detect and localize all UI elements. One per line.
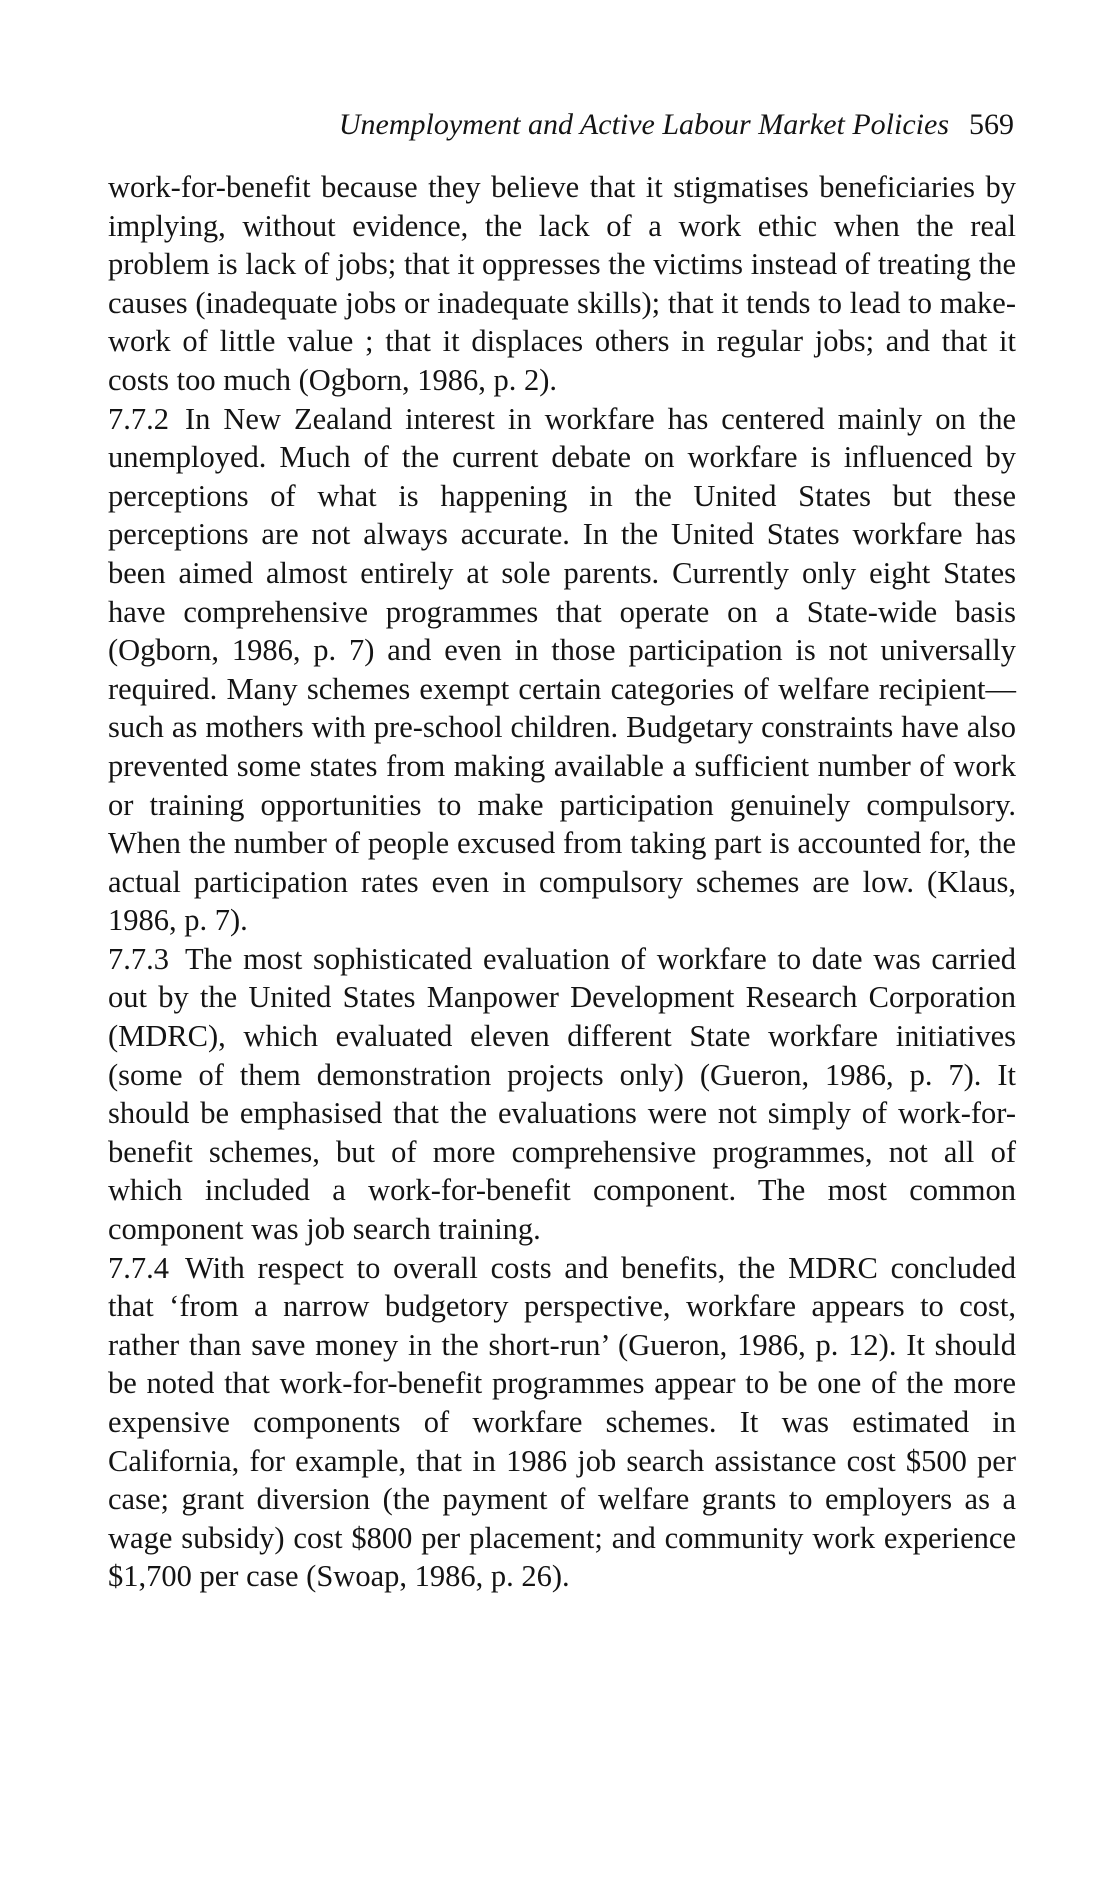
- paragraph-text: In New Zealand interest in workfare has centered mainly on the unemployed. Much of the current debate on workfare is influenced by perceptions of what is happening in the United States but these perceptions are not always accurate. In the United States workfare has been aimed almost entirely at sole parents. Currently only eight States have comprehensive programmes that operate on a State-wide basis (Ogborn, 1986, p. 7) and even in those participation is not universally required. Many schemes exempt certain categories of welfare recipient—such as mothers with pre-school children. Budgetary constraints have also prevented some states from making available a sufficient number of work or training opportunities to make participation genuinely compulsory. When the number of people excused from taking part is accounted for, the actual participation rates even in compulsory schemes are low. (Klaus, 1986, p. 7).: [108, 401, 1016, 938]
- paragraph-text: With respect to overall costs and benefits, the MDRC concluded that ‘from a narrow budgetory perspective, workfare appears to cost, rather than save money in the short-run’ (Gueron, 1986, p. 12). It should be noted that work-for-benefit programmes appear to be one of the more expensive components of workfare schemes. It was estimated in California, for example, that in 1986 job search assistance cost $500 per case; grant diversion (the payment of welfare grants to employers as a wage subsidy) cost $800 per placement; and community work experience $1,700 per case (Swoap, 1986, p. 26).: [108, 1250, 1016, 1594]
- paragraph-7-7-2: [108, 400, 1016, 940]
- paragraph-text: work-for-benefit because they believe that it stigmatises beneficiaries by implying, without evidence, the lack of a work ethic when the real problem is lack of jobs; that it oppresses the victims instead of treating the causes (inadequate jobs or inadequate skills); that it tends to lead to make-work of little value ; that it displaces others in regular jobs; and that it costs too much (Ogborn, 1986, p. 2).: [108, 170, 1016, 397]
- paragraph-number: 7.7.4: [108, 1250, 169, 1285]
- paragraph-number: 7.7.3: [108, 941, 169, 976]
- page-number: 569: [969, 108, 1014, 141]
- paragraph-text: The most sophisticated evaluation of workfare to date was carried out by the United States Manpower Development Research Corporation (MDRC), which evaluated eleven different State workfare initiatives (some of them demonstration projects only) (Gueron, 1986, p. 7). It should be emphasised that the evaluations were not simply of work-for-benefit schemes, but of more comprehensive programmes, not all of which included a work-for-benefit component. The most common component was job search training.: [108, 941, 1016, 1247]
- paragraph-continued: [108, 168, 1016, 400]
- body-text: [108, 168, 1016, 1596]
- paragraph-7-7-3: [108, 940, 1016, 1249]
- running-head-title: Unemployment and Active Labour Market Policies: [338, 108, 949, 141]
- running-head: [110, 102, 1014, 148]
- paragraph-7-7-4: [108, 1249, 1016, 1596]
- paragraph-number: 7.7.2: [108, 401, 169, 436]
